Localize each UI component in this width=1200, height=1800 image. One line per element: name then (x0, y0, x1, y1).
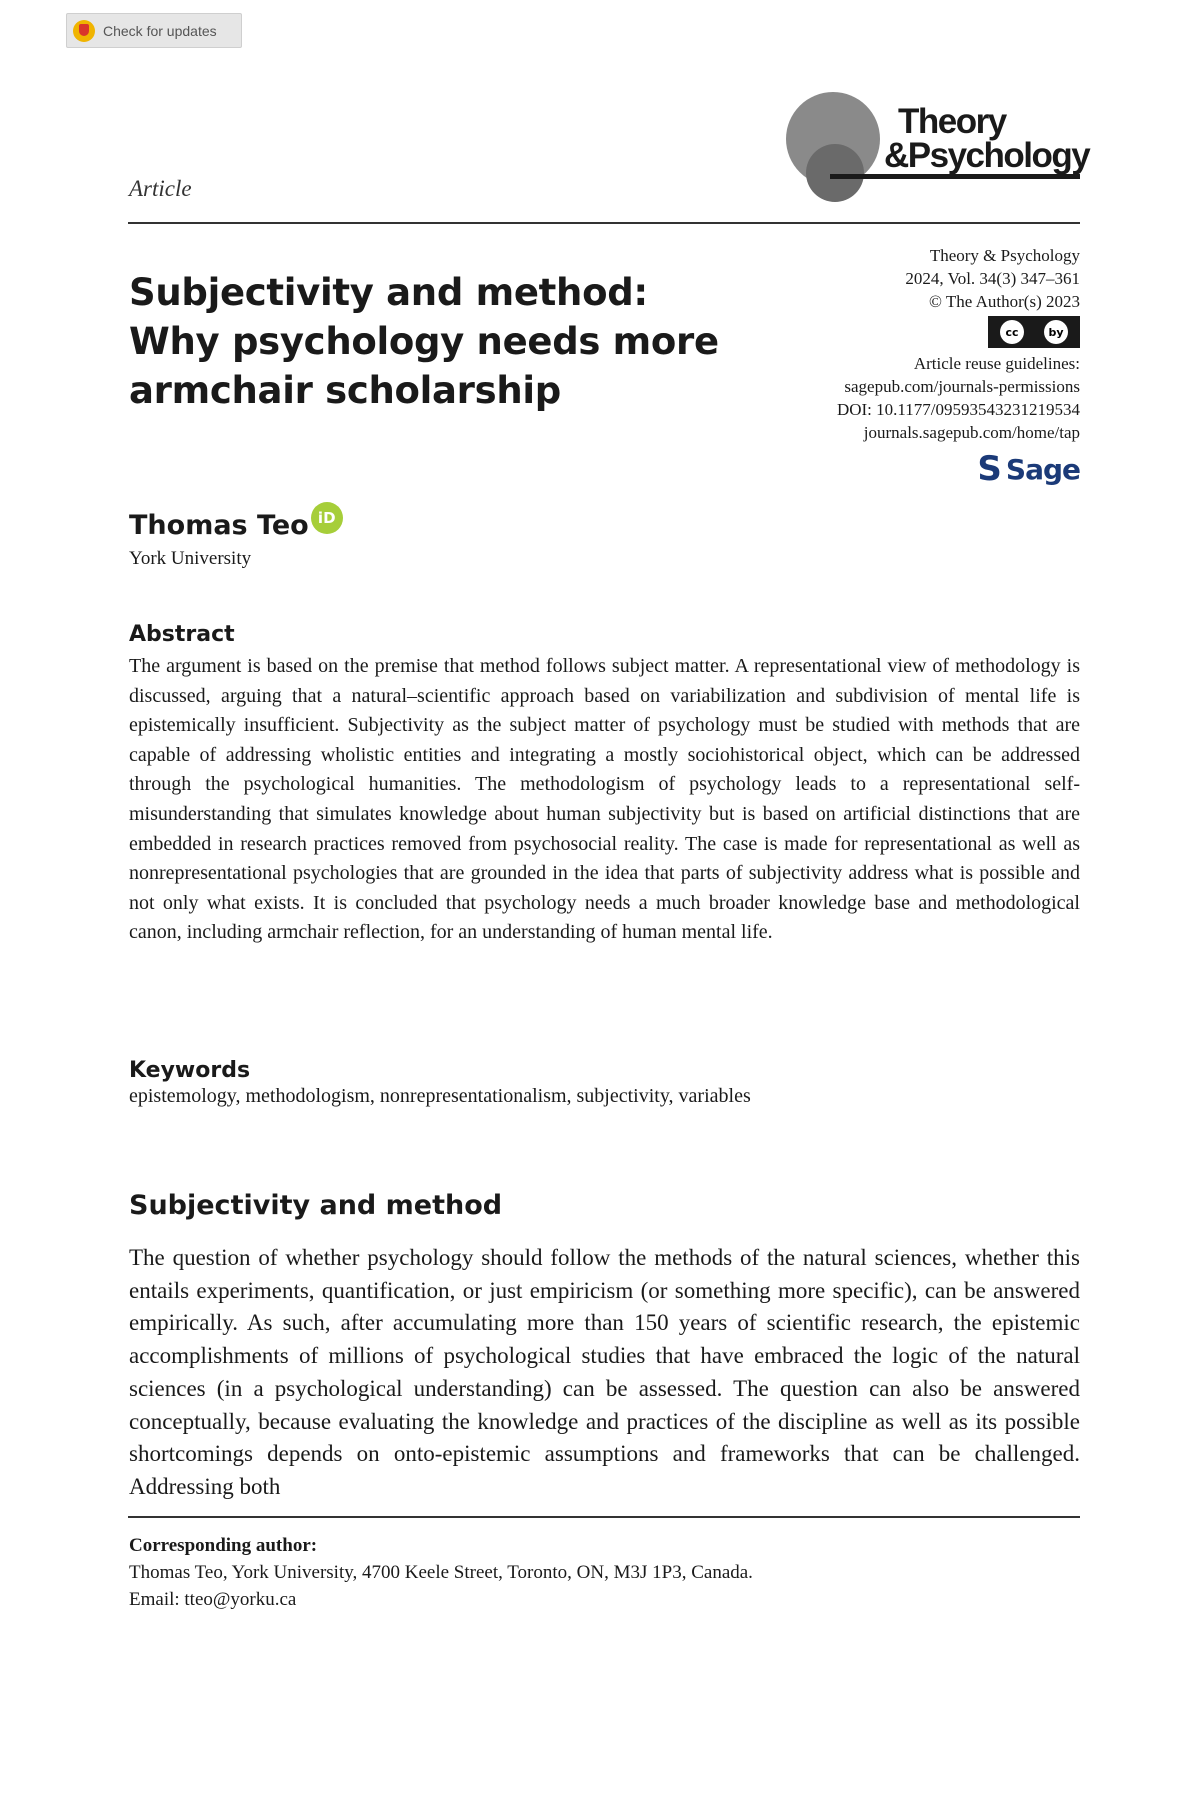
article-title: Subjectivity and method: Why psychology needs more armchair scholarship (129, 271, 719, 412)
sage-s-icon: S (977, 449, 1002, 489)
cc-icon: cc (1000, 320, 1024, 344)
abstract-text: The argument is based on the premise that method follows subject matter. A representational view of methodology is discussed, arguing that a natural–scientific approach based on variabilization and subdivision of mental life is epistemically insufficient. Subjectivity as the subject matter of psychology must be studied with methods that are capable of addressing wholistic entities and integrating a mostly sociohistorical object, which can be addressed through the psychological humanities. The methodologism of psychology leads to a representational self-misunderstanding that simulates knowledge about human subjectivity but is based on artificial distinctions that are embedded in research practices removed from psychosocial reality. The case is made for representational as well as nonrepresentational psychologies that are grounded in the idea that parts of subjectivity address what is possible and not only what exists. It is concluded that psychology needs a much broader knowledge base and methodological canon, including armchair reflection, for an understanding of human mental life. (129, 655, 1080, 944)
article-metadata (760, 244, 1080, 489)
article-type-label: Article (129, 176, 192, 201)
copyright-notice: © The Author(s) 2023 (929, 292, 1080, 311)
abstract-heading: Abstract (129, 622, 235, 647)
author-name: Thomas Teo (129, 510, 309, 541)
journal-logo (780, 88, 1090, 208)
reuse-guidelines-link[interactable]: sagepub.com/journals-permissions (844, 377, 1080, 396)
reuse-guidelines-label: Article reuse guidelines: (913, 354, 1080, 373)
volume-info: 2024, Vol. 34(3) 347–361 (905, 269, 1080, 288)
attribution-icon: by (1044, 320, 1068, 344)
logo-circle-small (806, 144, 864, 202)
corresponding-author-note (129, 1532, 753, 1613)
author-line (129, 510, 343, 541)
corresponding-author-address: Thomas Teo, York University, 4700 Keele Street, Toronto, ON, M3J 1P3, Canada. (129, 1562, 753, 1583)
orcid-icon[interactable]: iD (311, 502, 343, 534)
author-affiliation: York University (129, 548, 252, 569)
journal-homepage-link[interactable]: journals.sagepub.com/home/tap (863, 423, 1080, 442)
doi-link[interactable]: DOI: 10.1177/09593543231219534 (836, 400, 1080, 419)
corresponding-author-heading: Corresponding author: (129, 1535, 318, 1556)
cc-license-badge[interactable] (988, 316, 1080, 348)
check-for-updates-label: Check for updates (103, 22, 217, 39)
keywords-heading: Keywords (129, 1058, 251, 1083)
bookmark-icon (73, 20, 95, 42)
logo-text-theory: Theory (898, 102, 1006, 141)
footnote-divider (128, 1516, 1080, 1518)
section-body-text: The question of whether psychology should follow the methods of the natural sciences, whether this entails experiments, quantification, or just empiricism (or something more specific), can be answered empirically. As such, after accumulating more than 150 years of scientific research, the epistemic accomplishments of millions of psychological studies that have embraced the logic of the natural sciences (in a psychological understanding) can be assessed. The question can also be answered conceptually, because evaluating the knowledge and practices of the discipline as well as its possible shortcomings depends on onto-epistemic assumptions and frameworks that can be challenged. Addressing both (129, 1245, 1080, 1499)
sage-logo (977, 449, 1080, 489)
sage-wordmark: Sage (1005, 452, 1080, 486)
logo-text-psychology: &Psychology (884, 136, 1090, 175)
header-divider (128, 222, 1080, 224)
journal-name: Theory & Psychology (929, 246, 1080, 265)
check-for-updates-button[interactable] (66, 13, 242, 48)
keywords-list: epistemology, methodologism, nonrepresentationalism, subjectivity, variables (129, 1085, 751, 1107)
section-heading: Subjectivity and method (129, 1190, 503, 1221)
corresponding-author-email[interactable]: Email: tteo@yorku.ca (129, 1589, 297, 1610)
